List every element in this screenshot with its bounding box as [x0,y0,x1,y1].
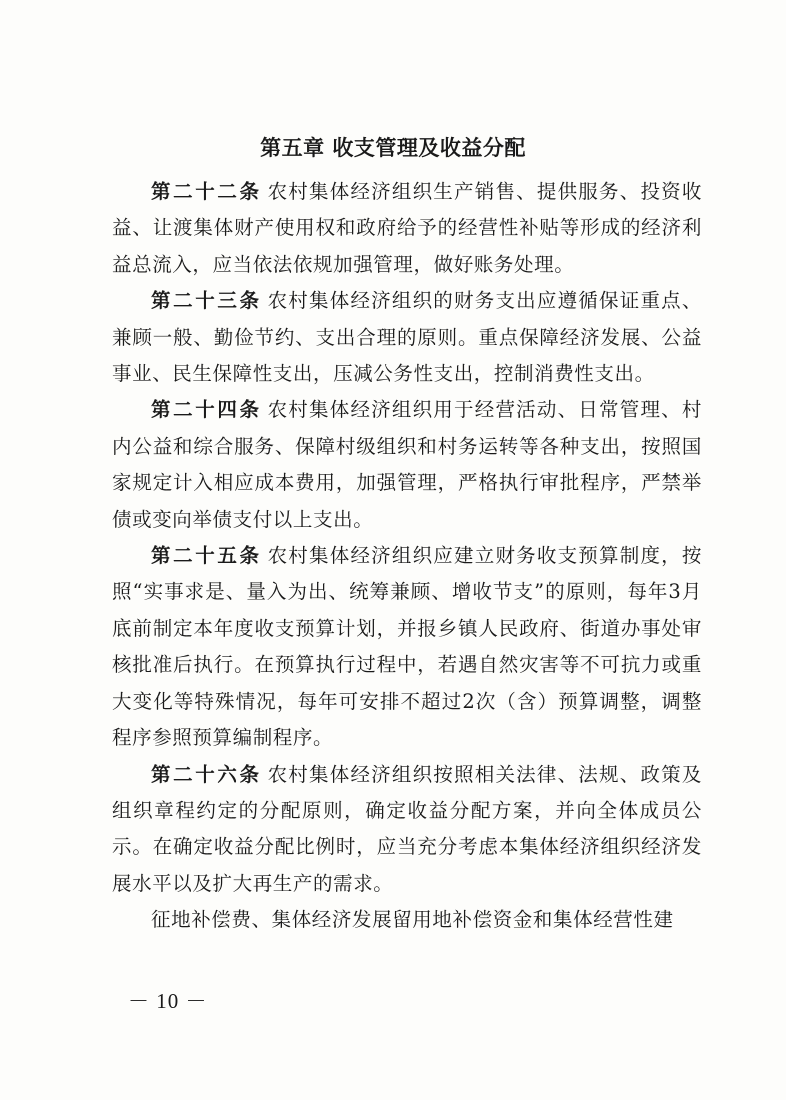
article-text: 农村集体经济组织生产销售、提供服务、投资收益、让渡集体财产使用权和政府给予的经营性补贴等形成的经济利益总流入，应当依法依规加强管理，做好账务处理。 [112,180,702,276]
article-label: 第二十二条 [151,180,262,203]
article-25 [112,538,702,756]
article-text: 农村集体经济组织的财务支出应遵循保证重点、兼顾一般、勤俭节约、支出合理的原则。重点保障经济发展、公益事业、民生保障性支出，压减公务性支出，控制消费性支出。 [112,289,702,386]
page-number: － 10 － [128,989,208,1013]
article-text: 农村集体经济组织按照相关法律、法规、政策及组织章程约定的分配原则，确定收益分配方案，并向全体成员公示。在确定收益分配比例时，应当充分考虑本集体经济组织经济发展水平以及扩大再生产的需求。 [112,762,702,895]
article-24 [112,392,702,538]
article-text: 农村集体经济组织用于经营活动、日常管理、村内公益和综合服务、保障村级组织和村务运转等各种支出，按照国家规定计入相应成本费用，加强管理，严格执行审批程序，严禁举债或变向举债支付以上支出。 [112,398,702,531]
article-label: 第二十六条 [151,762,262,786]
article-23 [112,283,702,392]
article-text: 农村集体经济组织应建立财务收支预算制度，按照“实事求是、量入为出、统筹兼顾、增收节支”的原则，每年3月底前制定本年度收支预算计划，并报乡镇人民政府、街道办事处审核批准后执行。在预算执行过程中，若遇自然灾害等不可抗力或重大变化等特殊情况，每年可安排不超过2次（含）预算调整，调整程序参照预算编制程序。 [112,544,702,750]
chapter-title: 第五章 收支管理及收益分配 [260,136,526,160]
article-label: 第二十五条 [151,544,262,568]
article-22 [112,174,702,283]
article-26 [112,757,702,903]
document-body [112,174,702,939]
article-label: 第二十三条 [151,289,262,313]
article-label: 第二十四条 [151,398,262,422]
trailing-paragraph: 征地补偿费、集体经济发展留用地补偿资金和集体经营性建 [151,908,674,932]
